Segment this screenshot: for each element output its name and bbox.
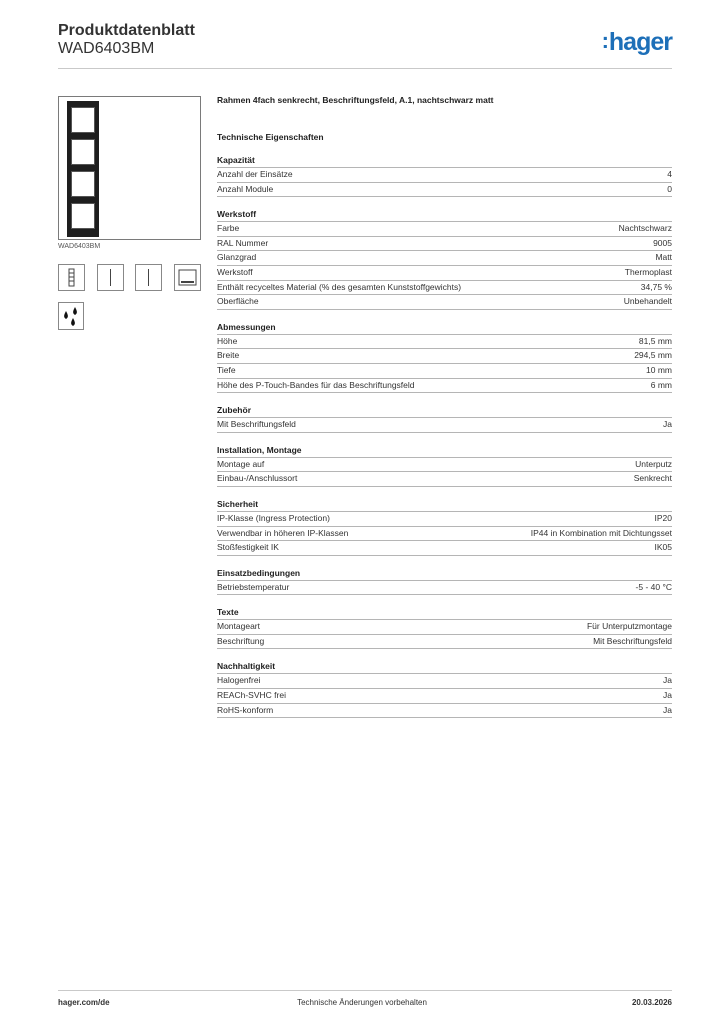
spec-row — [217, 673, 672, 688]
spec-label: RAL Nummer — [217, 237, 269, 248]
header-divider — [58, 68, 672, 69]
spec-row — [217, 417, 672, 433]
frame-slot — [71, 171, 95, 197]
spec-row — [217, 634, 672, 650]
spec-label: Höhe — [217, 335, 238, 346]
spec-value: Mit Beschriftungsfeld — [593, 635, 672, 646]
footer-date: 20.03.2026 — [631, 998, 672, 1007]
spec-row — [217, 250, 672, 265]
spec-label: Verwendbar in höheren IP-Klassen — [217, 527, 349, 538]
spec-row — [217, 540, 672, 556]
spec-row — [217, 703, 672, 719]
spec-sections — [217, 154, 672, 718]
spec-label: Glanzgrad — [217, 252, 257, 263]
spec-label: Halogenfrei — [217, 675, 261, 686]
spec-row — [217, 236, 672, 251]
spec-value: -5 - 40 °C — [635, 581, 672, 592]
spec-section — [217, 606, 672, 649]
specification-content — [217, 93, 672, 729]
footer-divider — [58, 990, 672, 991]
product-title: Rahmen 4fach senkrecht, Beschriftungsfeld, A.1, nachtschwarz matt — [217, 95, 494, 105]
spec-row — [217, 619, 672, 634]
spec-value: Unbehandelt — [623, 296, 672, 307]
spec-label: Werkstoff — [217, 266, 253, 277]
spec-section — [217, 567, 672, 596]
spec-value: IK05 — [654, 542, 672, 553]
section-title: Nachhaltigkeit — [217, 661, 276, 672]
spec-value: Nachtschwarz — [618, 223, 672, 234]
spec-label: Höhe des P-Touch-Bandes für das Beschriftungsfeld — [217, 379, 415, 390]
document-type: Produktdatenblatt — [58, 22, 195, 39]
spec-label: Anzahl Module — [217, 183, 274, 194]
spec-value: Unterputz — [635, 458, 672, 469]
line-icon — [135, 264, 162, 291]
spec-row — [217, 348, 672, 363]
spec-row — [217, 511, 672, 526]
spec-value: Thermoplast — [624, 266, 672, 277]
spec-value: 81,5 mm — [638, 335, 672, 346]
spec-row — [217, 580, 672, 596]
spec-value: 34,75 % — [640, 281, 672, 292]
spec-row — [217, 334, 672, 349]
spec-label: Breite — [217, 350, 240, 361]
spec-row — [217, 688, 672, 703]
spec-label: RoHS-konform — [217, 704, 274, 715]
spec-label: Montageart — [217, 621, 260, 632]
spec-row — [217, 280, 672, 295]
product-image — [58, 96, 201, 240]
spec-row — [217, 167, 672, 182]
spec-value: IP20 — [654, 512, 672, 523]
spec-label: Einbau-/Anschlussort — [217, 473, 298, 484]
spec-row — [217, 526, 672, 541]
water-drops-icon — [58, 302, 84, 330]
section-title: Kapazität — [217, 155, 255, 165]
spec-section — [217, 321, 672, 393]
spec-section — [217, 404, 672, 433]
spec-label: Enthält recyceltes Material (% des gesamten Kunststoffgewichts) — [217, 281, 462, 292]
section-title: Texte — [217, 607, 239, 618]
spec-row — [217, 457, 672, 472]
spec-row — [217, 265, 672, 280]
spec-label: Beschriftung — [217, 635, 265, 646]
spec-value: IP44 in Kombination mit Dichtungsset — [530, 527, 672, 538]
spec-row — [217, 363, 672, 378]
spec-row — [217, 221, 672, 236]
spec-value: 0 — [667, 183, 672, 194]
section-title: Sicherheit — [217, 498, 259, 509]
section-title: Installation, Montage — [217, 444, 302, 455]
spec-label: IP-Klasse (Ingress Protection) — [217, 512, 330, 523]
label-frame-icon — [174, 264, 201, 291]
spec-label: Stoßfestigkeit IK — [217, 542, 279, 553]
spec-label: Mit Beschriftungsfeld — [217, 419, 296, 430]
image-caption: WAD6403BM — [58, 243, 101, 250]
line-icon — [97, 264, 124, 291]
spec-value: 294,5 mm — [634, 350, 672, 361]
spec-value: 4 — [667, 169, 672, 179]
spec-label: Tiefe — [217, 364, 236, 375]
footer-website: hager.com/de — [58, 998, 110, 1007]
section-title: Einsatzbedingungen — [217, 567, 301, 578]
footer-notice: Technische Änderungen vorbehalten — [297, 998, 427, 1007]
spec-section — [217, 154, 672, 197]
logo-dots-icon: : — [601, 28, 608, 53]
frame-illustration — [67, 101, 99, 237]
spec-value: Senkrecht — [633, 473, 672, 484]
spec-value: Ja — [663, 704, 672, 715]
technical-properties-heading: Technische Eigenschaften — [217, 132, 324, 142]
spec-row — [217, 471, 672, 487]
spec-value: 9005 — [653, 237, 672, 248]
terminal-block-icon — [58, 264, 85, 291]
spec-row — [217, 294, 672, 310]
spec-value: Für Unterputzmontage — [586, 621, 672, 632]
section-title: Zubehör — [217, 405, 251, 416]
spec-section — [217, 498, 672, 556]
frame-slot — [71, 203, 95, 229]
spec-value: 10 mm — [646, 364, 672, 375]
spec-label: REACh-SVHC frei — [217, 690, 286, 701]
spec-section — [217, 444, 672, 487]
spec-value: Ja — [663, 675, 672, 686]
document-header — [58, 22, 195, 58]
spec-label: Farbe — [217, 223, 240, 234]
spec-section — [217, 208, 672, 310]
spec-row — [217, 182, 672, 198]
spec-label: Montage auf — [217, 458, 265, 469]
section-title: Werkstoff — [217, 209, 257, 220]
spec-value: 6 mm — [650, 379, 672, 390]
frame-slot — [71, 107, 95, 133]
spec-value: Ja — [663, 419, 672, 430]
spec-value: Ja — [663, 690, 672, 701]
spec-label: Oberfläche — [217, 296, 259, 307]
spec-label: Anzahl der Einsätze — [217, 169, 293, 179]
spec-value: Matt — [655, 252, 672, 263]
frame-slot — [71, 139, 95, 165]
spec-label: Betriebstemperatur — [217, 581, 290, 592]
section-title: Abmessungen — [217, 321, 276, 332]
spec-section — [217, 660, 672, 718]
spec-row — [217, 378, 672, 394]
hager-logo — [602, 28, 672, 57]
product-id: WAD6403BM — [58, 40, 155, 57]
logo-text: hager — [608, 28, 672, 56]
